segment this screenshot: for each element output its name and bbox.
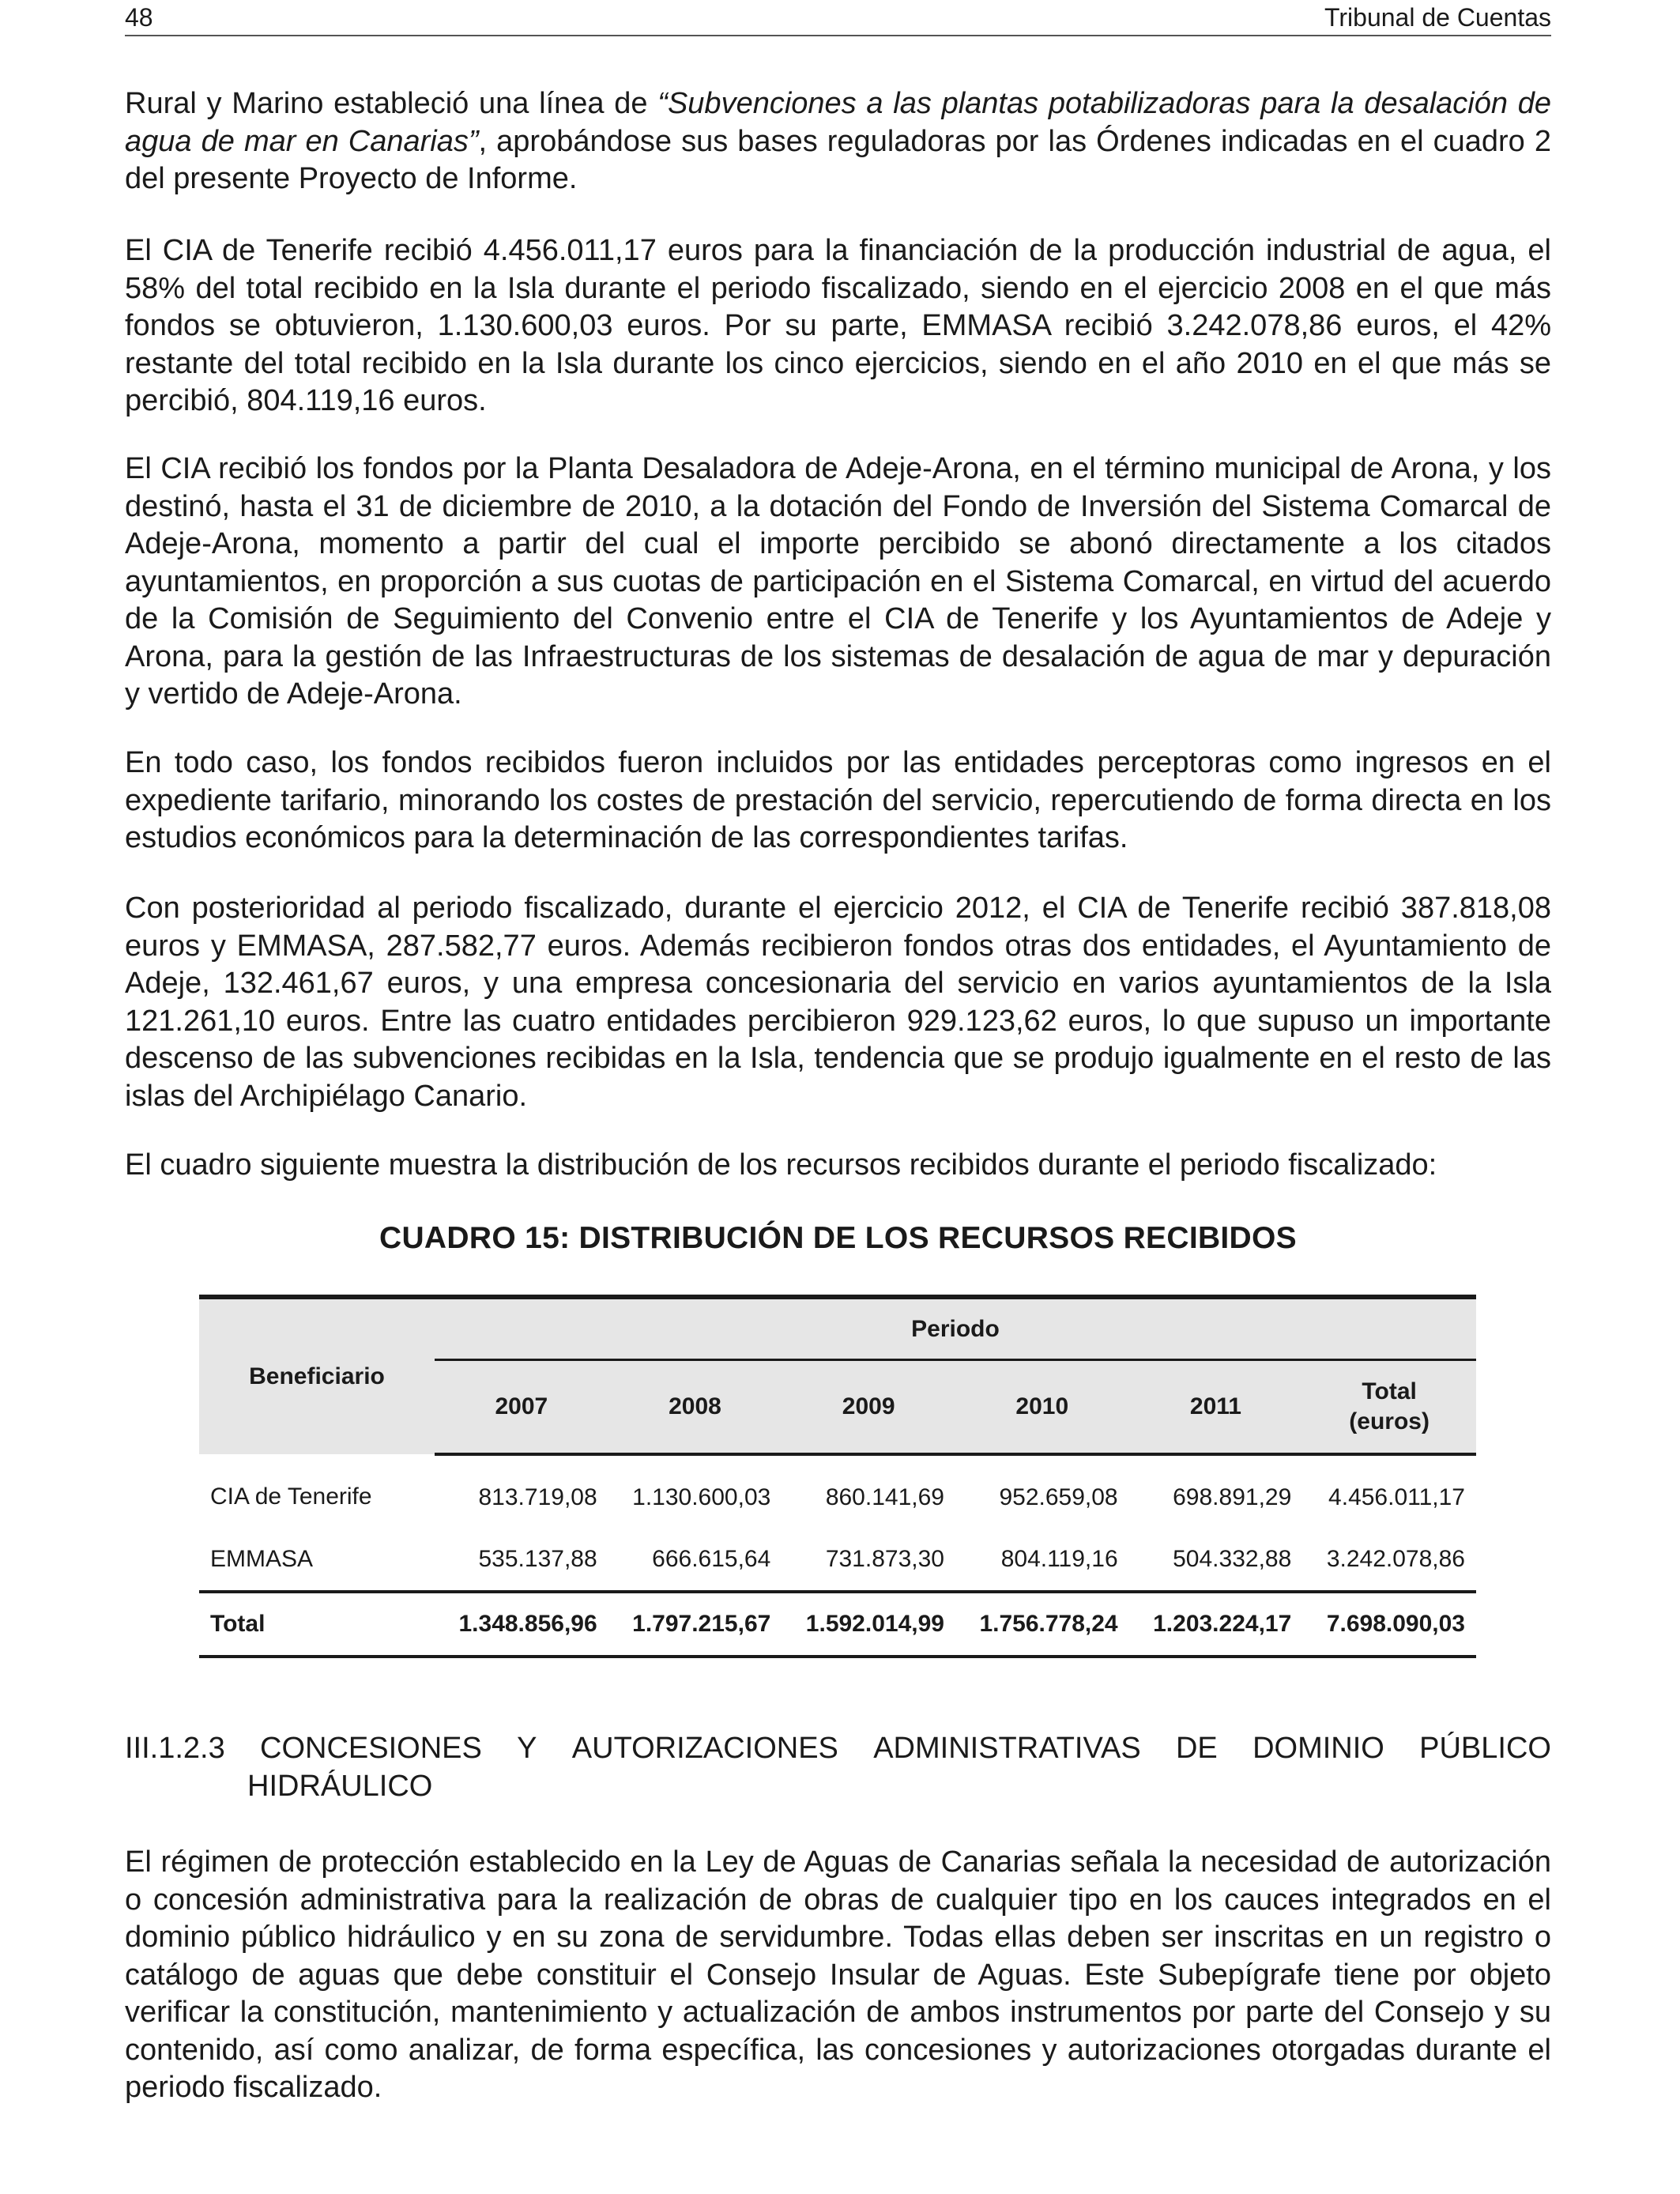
table-total-row (199, 1592, 1476, 1657)
row-beneficiary: CIA de Tenerife (210, 1483, 372, 1510)
paragraph-2: El CIA de Tenerife recibió 4.456.011,17 euros para la financiación de la producción industrial de agua, el 58% del total recibido en la Isla durante el periodo fiscalizado, siendo en el ejercicio 2008 en el que más fondos se obtuvieron, 1.130.600,03 euros. Por su parte, EMMASA recibió 3.242.078,86 euros, el 42% restante del total recibido en la Isla durante los cinco ejercicios, siendo en el año 2010 en el que más se percibió, 804.119,16 euros. (125, 234, 1551, 417)
column-header-period: Periodo (435, 1297, 1476, 1360)
column-header-year: 2009 (782, 1360, 955, 1455)
paragraph-3: El CIA recibió los fondos por la Planta Desaladora de Adeje-Arona, en el término municipal de Arona, y los destinó, hasta el 31 de diciembre de 2010, a la dotación del Fondo de Inversión del Sistema Comarcal de Adeje-Arona, momento a partir del cual el importe percibido se abonó directamente a los citados ayuntamientos, en proporción a sus cuotas de participación en el Sistema Comarcal, en virtud del acuerdo de la Comisión de Seguimiento del Convenio entre el CIA de Tenerife y los Ayuntamientos de Adeje y Arona, para la gestión de las Infraestructuras de los sistemas de desalación de agua de mar y depuración y vertido de Adeje-Arona. (125, 452, 1551, 711)
table-cell: 666.615,64 (652, 1546, 771, 1572)
column-header-year: 2010 (955, 1360, 1129, 1455)
paragraph-6: El cuadro siguiente muestra la distribución de los recursos recibidos durante el periodo fiscalizado: (125, 1148, 1437, 1182)
row-beneficiary: EMMASA (210, 1546, 314, 1572)
column-header-year: 2011 (1129, 1360, 1303, 1455)
column-header-year: 2008 (608, 1360, 782, 1455)
table-cell: 1.130.600,03 (632, 1484, 771, 1510)
paragraph-1 (125, 85, 1551, 198)
table-cell: 698.891,29 (1173, 1484, 1292, 1510)
paragraph-1-rest: , aprobándose sus bases reguladoras por las Órdenes indicadas en el cuadro 2 del presente Proyecto de Informe. (125, 124, 1551, 195)
table-cell: 804.119,16 (1000, 1546, 1118, 1572)
page-number: 48 (125, 3, 153, 32)
table-cell: 813.719,08 (478, 1484, 597, 1510)
column-header-total-unit: (euros) (1349, 1408, 1430, 1434)
table-cell: 1.203.224,17 (1129, 1592, 1303, 1657)
section-heading-line-1 (125, 1729, 1551, 1767)
grand-total-cell: 7.698.090,03 (1302, 1592, 1476, 1657)
row-total-cell: 4.456.011,17 (1328, 1484, 1465, 1510)
table-cell: 535.137,88 (478, 1546, 597, 1572)
column-header-total (1302, 1360, 1476, 1455)
section-title-word: DE (1175, 1732, 1218, 1765)
section-heading (125, 1729, 1551, 1805)
section-title-word: DOMINIO (1252, 1732, 1384, 1765)
table-cell: 731.873,30 (825, 1546, 944, 1572)
table-row (199, 1454, 1476, 1529)
table-cell: 504.332,88 (1173, 1546, 1292, 1572)
section-title-word: CONCESIONES (260, 1732, 482, 1765)
table-cell: 1.592.014,99 (782, 1592, 955, 1657)
paragraph-1-lead: Rural y Marino estableció una línea de (125, 87, 658, 120)
section-title-word: ADMINISTRATIVAS (873, 1732, 1141, 1765)
table-caption: CUADRO 15: DISTRIBUCIÓN DE LOS RECURSOS RECIBIDOS (379, 1221, 1297, 1255)
row-total-cell: 3.242.078,86 (1326, 1546, 1465, 1572)
table-cell: 1.756.778,24 (955, 1592, 1129, 1657)
section-title-word: AUTORIZACIONES (571, 1732, 838, 1765)
table-cell: 860.141,69 (825, 1484, 944, 1510)
paragraph-1-italic-title: “Subvenciones a las plantas potabilizadoras para la desalación de agua de mar en Canarias” (125, 87, 1552, 158)
header-rule (125, 35, 1551, 36)
column-header-total-label: Total (1362, 1378, 1417, 1404)
paragraph-4: En todo caso, los fondos recibidos fueron incluidos por las entidades perceptoras como ingresos en el expediente tarifario, minorando los costes de prestación del servicio, repercutiendo de forma directa en los estudios económicos para la determinación de las correspondientes tarifas. (125, 746, 1551, 854)
table-row (199, 1529, 1476, 1592)
section-number: III.1.2.3 (125, 1732, 225, 1765)
section-title-word: PÚBLICO (1419, 1732, 1551, 1765)
column-header-year: 2007 (435, 1360, 608, 1455)
table-cell: 1.797.215,67 (608, 1592, 782, 1657)
paragraph-5: Con posterioridad al periodo fiscalizado, durante el ejercicio 2012, el CIA de Tenerife recibió 387.818,08 euros y EMMASA, 287.582,77 euros. Además recibieron fondos otras dos entidades, el Ayuntamiento de Adeje, 132.461,67 euros, y una empresa concesionaria del servicio en varios ayuntamientos de la Isla 121.261,10 euros. Entre las cuatro entidades percibieron 929.123,62 euros, lo que supuso un importante descenso de las subvenciones recibidas en la Isla, tendencia que se produjo igualmente en el resto de las islas del Archipiélago Canario. (125, 892, 1551, 1113)
total-row-label: Total (199, 1592, 435, 1657)
column-header-beneficiary: Beneficiario (199, 1297, 435, 1454)
resources-table (199, 1295, 1476, 1658)
paragraph-7: El régimen de protección establecido en la Ley de Aguas de Canarias señala la necesidad de autorización o concesión administrativa para la realización de obras de cualquier tipo en los cauces integrados en el dominio público hidráulico y en su zona de servidumbre. Todas ellas deben ser inscritas en un registro o catálogo de aguas que debe constituir el Consejo Insular de Aguas. Este Subepígrafe tiene por objeto verificar la constitución, mantenimiento y actualización de ambos instrumentos por parte del Consejo y su contenido, así como analizar, de forma específica, las concesiones y autorizaciones otorgadas durante el periodo fiscalizado. (125, 1845, 1551, 2104)
table-cell: 1.348.856,96 (435, 1592, 608, 1657)
section-title-word: Y (517, 1732, 537, 1765)
table-cell: 952.659,08 (999, 1484, 1118, 1510)
section-heading-line-2: HIDRÁULICO (247, 1770, 433, 1803)
running-header-title: Tribunal de Cuentas (1324, 3, 1551, 32)
